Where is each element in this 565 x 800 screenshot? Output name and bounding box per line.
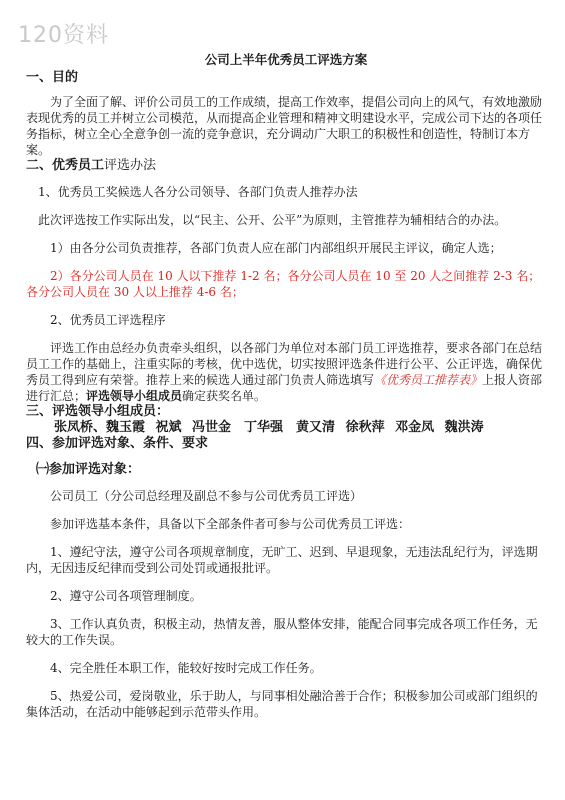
section-3-heading: 三、评选领导小组成员： [26,404,170,419]
section-4-heading: 四、参加评选对象、条件、要求 [26,436,209,451]
section-2-bold: 优秀员工 [52,158,105,173]
section-4-p1: 公司员工（分公司总经理及副总不参与公司优秀员工评选） [50,489,363,503]
section-2-rest: 评选办法 [104,158,157,173]
recommend-form-name: 《优秀员工推荐表》 [374,373,483,387]
condition-4: 4、完全胜任本职工作，能较好按时完成工作任务。 [50,661,322,675]
section-2-sub1: 1、优秀员工奖候选人各分公司领导、各部门负责人推荐办法 [38,185,358,199]
section-2-para1: 此次评选按工作实际出发，以“民主、公开、公平”为原则，主管推荐为辅相结合的办法。 [38,213,507,227]
condition-3: 3、工作认真负责，积极主动，热情友善，服从整体安排，能配合同事完成各项工作任务，无较大的工作失误。 [26,617,538,647]
condition-1: 1、遵纪守法，遵守公司各项规章制度，无旷工、迟到、早退现象，无违法乱纪行为，评选期内，无因违反纪律而受到公司处罚或通报批评。 [26,545,538,575]
section-2-heading [26,158,546,174]
section-2-item1: 1）由各分公司负责推荐，各部门负责人应在部门内部组织开展民主评议，确定人选； [50,241,502,255]
section-2-para2-a: 评选工作由总经办负责牵头组织，以各部门为单位对本部门员工评选推荐，要求各部门在总结员工工作的基础上，注重实际的考核，优中选优，切实按照评选条件进行公平、公正评选，确保优秀员工得到应有荣誉。推荐上来的候选人通过部门负责人筛选填写 [26,341,543,387]
section-2-para2 [26,340,546,404]
section-2-para2-bold: 评选领导小组成员 [86,389,183,403]
watermark: 120资料 [18,23,109,48]
condition-5: 5、热爱公司，爱岗敬业，乐于助人，与同事相处融洽善于合作；积极参加公司或部门组织的集体活动，在活动中能够起到示范带头作用。 [26,689,538,719]
section-2-number: 二、 [26,158,53,173]
section-2-para2-c: 确定获奖名单。 [182,389,267,403]
document-page [26,52,546,720]
section-2-item2: 2）各分公司人员在 10 人以下推荐 1-2 名；各分公司人员在 10 至 20 人之间推荐 2-3 名；各分公司人员在 30 人以上推荐 4-6 名； [26,269,541,299]
document-title: 公司上半年优秀员工评选方案 [204,52,368,67]
section-4-p2: 参加评选基本条件，具备以下全部条件者可参与公司优秀员工评选： [50,517,411,531]
condition-2: 2、遵守公司各项管理制度。 [50,589,202,603]
section-1-paragraph: 为了全面了解、评价公司员工的工作成绩，提高工作效率，提倡公司向上的风气，有效地激励表现优秀的员工并树立公司模范，从而提高企业管理和精神文明建设水平，完成公司下达的各项任务指标，树立全心全意争创一流的竞争意识，充分调动广大职工的积极性和创造性，特制订本方案。 [26,95,543,157]
committee-members: 张凤桥、魏玉霞 祝斌 冯世金 丁华强 黄又清 徐秋萍 邓金凤 魏洪涛 [54,420,484,435]
section-2-sub2: 2、优秀员工评选程序 [50,313,166,327]
section-2-para2-b: 上报人资部进行汇总； [26,373,543,403]
section-1-heading: 一、目的 [26,70,79,85]
section-4-sub1: ㈠参加评选对象： [36,462,141,477]
